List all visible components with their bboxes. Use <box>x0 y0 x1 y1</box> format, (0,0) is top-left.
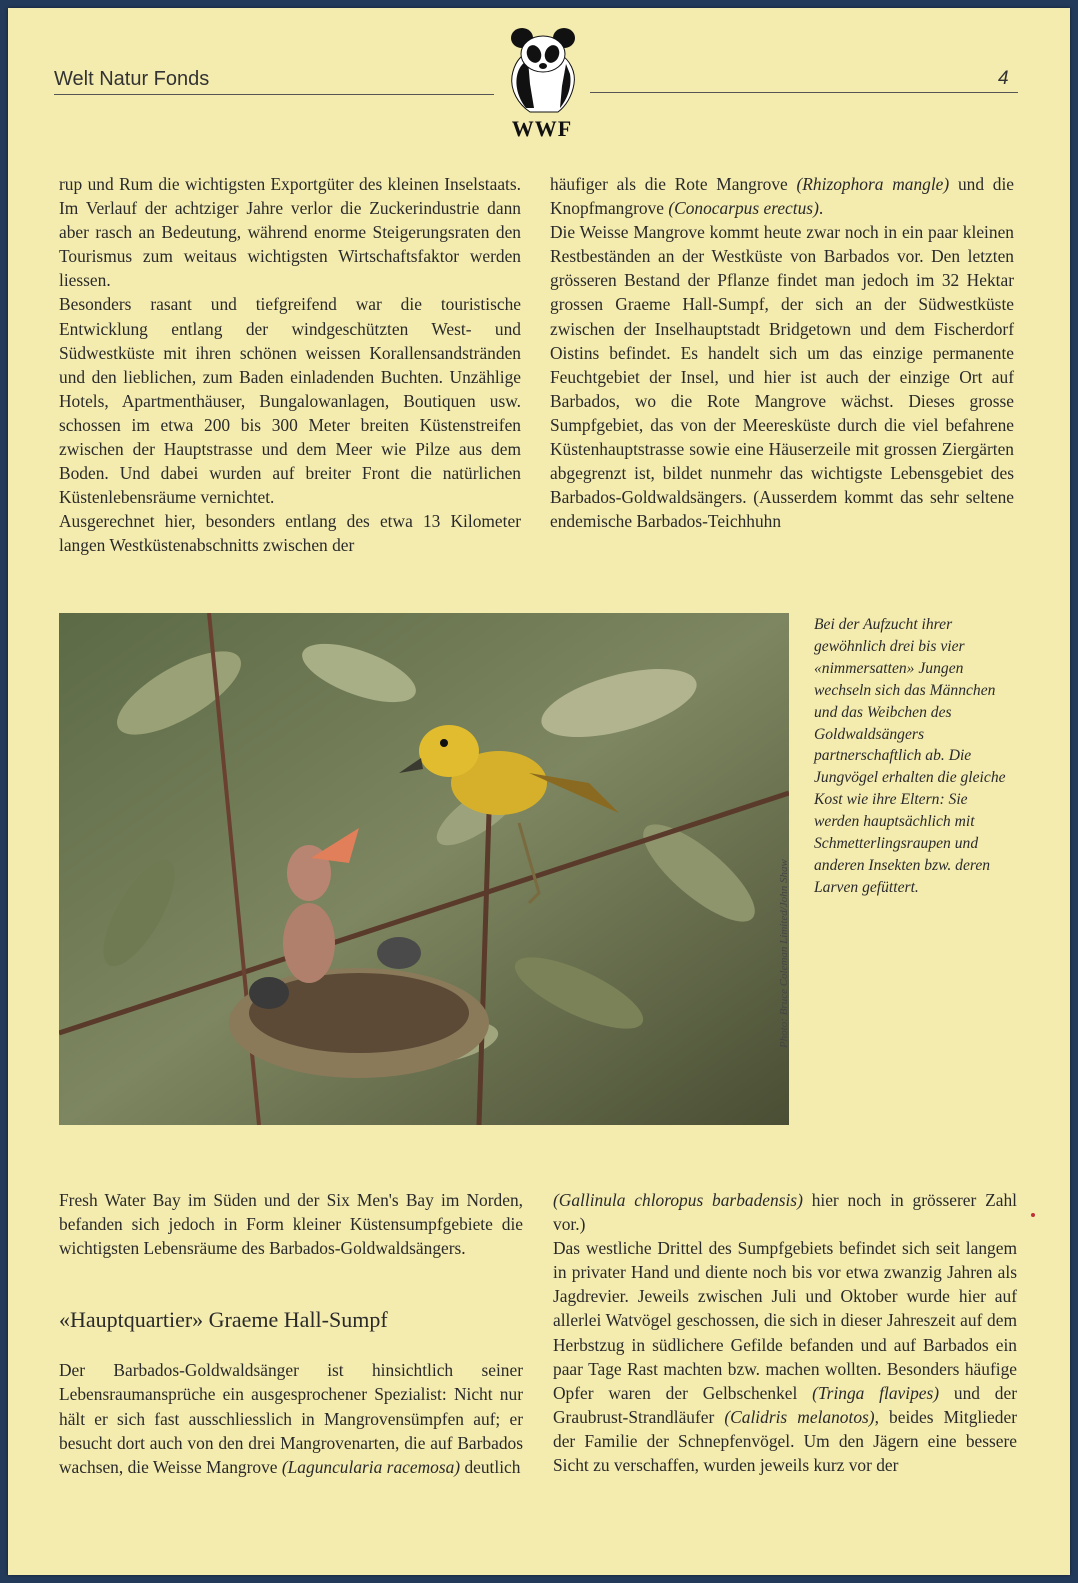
text-run: , beides Mitglieder der Familie der Schnepfenvögel. Um den Jägern eine bessere Sicht zu verschaffen, wurden jeweils kurz vor der <box>553 1406 1017 1476</box>
species-name: (Gallinula chloropus barbadensis) <box>553 1190 803 1210</box>
text-column-3 <box>59 1188 523 1479</box>
paragraph: Die Weisse Mangrove kommt heute zwar noch in ein paar kleinen Restbeständen an der Westküste von Barbados vor. Den letzten grösseren Bestand der Pflanze findet man jedoch im 32 Hektar grossen Graeme Hall-Sumpf, der sich an der Südwestküste zwischen der Inselhauptstadt Bridgetown und dem Fischerdorf Oistins befindet. Es handelt sich um das einzige permanente Feuchtgebiet der Insel, und hier ist auch der einzige Ort auf Barbados, wo die Rote Mangrove wächst. Dieses grosse Sumpfgebiet, das von der Meeresküste durch die viel befahrene Küstenhauptstrasse sowie eine Häuserzeile mit grossen Ziergärten abgegrenzt ist, bildet nunmehr das wichtigste Lebensgebiet des Barbados-Goldwaldsängers. (Ausserdem kommt das sehr seltene endemische Barbados-Teichhuhn <box>550 222 1014 532</box>
paragraph: Ausgerechnet hier, besonders entlang des etwa 13 Kilometer langen Westküstenabschnitts zwischen der <box>59 511 521 556</box>
text-run: Das westliche Drittel des Sumpfgebiets befindet sich seit langem in privater Hand und diente noch bis vor etwa zwanzig Jahren als Jagdrevier. Jeweils zwischen Juli und Oktober wurde hier auf allerlei Watvögel geschossen, die sich in dieser Jahreszeit auf dem Herbstzug in südlichere Gefilde befanden und auf Barbados ein paar Tage Rast machten bzw. machen wollten. Besonders häufige Opfer waren der Gelbschenkel <box>553 1238 1017 1403</box>
species-name: (Laguncularia racemosa) <box>281 1456 461 1477</box>
paragraph <box>59 1358 523 1478</box>
species-name: (Conocarpus erectus) <box>668 198 819 219</box>
text-column-2 <box>550 172 1014 533</box>
ink-dot <box>1031 1213 1035 1217</box>
species-name: (Tringa flavipes) <box>812 1382 940 1403</box>
paragraph: Besonders rasant und tiefgreifend war die touristische Entwicklung entlang der windgeschützten West- und Südwestküste mit ihren schönen weissen Korallensandstränden und den lieblichen, zum Baden einladenden Buchten. Unzählige Hotels, Apartmenthäuser, Bungalowanlagen, Boutiquen usw. schossen im etwa 200 bis 300 Meter breiten Küstenstreifen zwischen der Hauptstrasse und dem Meer wie Pilze aus dem Boden. Und dabei wurden auf breiter Front die natürlichen Küstenlebensräume vernichtet. <box>59 294 521 508</box>
photo-credit: Photo: Bruce Coleman Limited/John Shaw <box>778 859 790 1048</box>
text-run: häufiger als die Rote Mangrove <box>550 174 797 194</box>
header-rule-left <box>54 94 494 95</box>
document-page <box>8 8 1070 1575</box>
paragraph <box>553 1188 1017 1236</box>
page-number: 4 <box>998 68 1009 89</box>
text-run: deutlich <box>460 1456 521 1477</box>
text-column-4 <box>553 1188 1017 1477</box>
text-column-1 <box>59 172 521 558</box>
paragraph <box>550 172 1014 220</box>
wwf-panda-logo-icon <box>500 24 586 114</box>
section-heading: «Hauptquartier» Graeme Hall-Sumpf <box>59 1307 388 1333</box>
header-rule-right <box>590 92 1018 93</box>
species-name: (Rhizophora mangle) <box>796 174 950 194</box>
text-run: und der Graubrust-Strandläufer <box>553 1382 1017 1427</box>
photo-caption: Bei der Aufzucht ihrer gewöhnlich drei bis vier «nimmersatten» Jungen wechseln sich das Männchen und das Weibchen des Goldwaldsängers partnerschaftlich ab. Die Jungvögel erhalten die gleiche Kost wie ihre Eltern: Sie werden hauptsächlich mit Schmetterlingsraupen und anderen Insekten bzw. deren Larven gefüttert. <box>814 616 1006 896</box>
text-run: . <box>818 198 824 219</box>
paragraph: Fresh Water Bay im Süden und der Six Men's Bay im Norden, befanden sich jedoch in Form kleiner Küstensumpfgebiete die wichtigsten Lebensräume des Barbados-Goldwaldsängers. <box>59 1190 523 1259</box>
header-title: Welt Natur Fonds <box>54 68 210 90</box>
paragraph: rup und Rum die wichtigsten Exportgüter des kleinen Inselstaats. Im Verlauf der achtziger Jahre verlor die Zuckerindustrie dann aber rasch an Bedeutung, während enorme Steigerungsraten den Tourismus zum weitaus wichtigsten Wirtschaftsfaktor werden liessen. <box>59 174 521 291</box>
bird-nest-photo <box>59 613 789 1125</box>
text-run: Der Barbados-Goldwaldsänger ist hinsichtlich seiner Lebensraumansprüche ein ausgesprochener Spezialist: Nicht nur hält er sich fast ausschliesslich in Mangrovensümpfen auf; er besucht dort auch von den drei Mangrovenarten, die auf Barbados wachsen, die Weisse Mangrove <box>59 1360 523 1477</box>
text-run: und die Knopfmangrove <box>550 174 1015 219</box>
wwf-logo-text: WWF <box>511 116 573 141</box>
species-name: (Calidris melanotos) <box>724 1406 875 1427</box>
text-run: hier noch in grösserer Zahl vor.) <box>553 1190 1017 1235</box>
paragraph <box>553 1236 1017 1477</box>
